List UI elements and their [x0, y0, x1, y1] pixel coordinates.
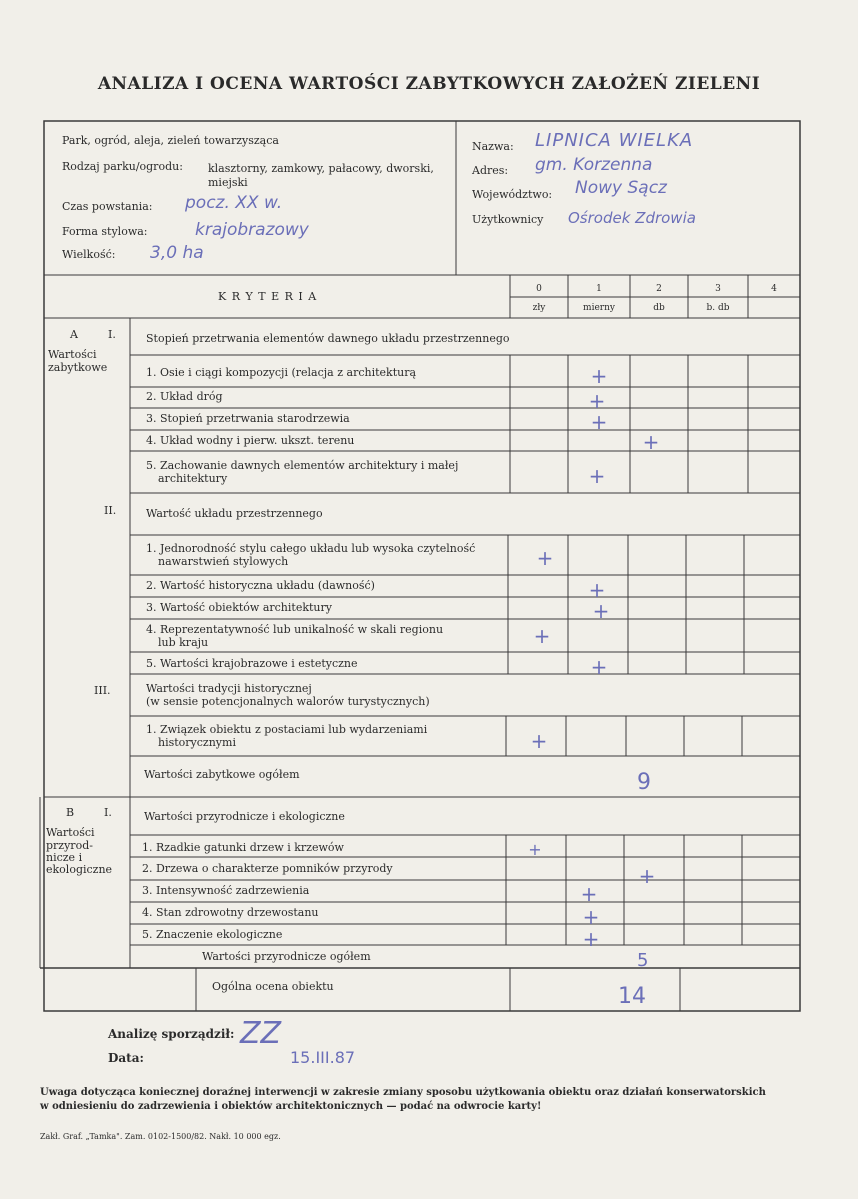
address-value: gm. Korzenna	[535, 155, 653, 175]
group-2-title: Wartość układu przestrzennego	[146, 507, 323, 520]
a2-row-1-mark: +	[536, 546, 554, 570]
overall-label: Ogólna ocena obiektu	[212, 980, 334, 993]
b-row-5: 5. Znaczenie ekologiczne	[142, 928, 283, 941]
section-a-group-1-numeral: I.	[108, 328, 116, 341]
section-a-group-2-numeral: II.	[104, 504, 117, 517]
note-line-2: w odniesieniu do zadrzewienia i obiektów architektonicznych — podać na odwrocie karty!	[40, 1101, 542, 1112]
section-a-group-3-numeral: III.	[94, 684, 111, 697]
name-label: Nazwa:	[472, 140, 514, 153]
a2-row-5: 5. Wartości krajobrazowe i estetyczne	[146, 657, 358, 670]
criteria-label: K R Y T E R I A	[218, 290, 318, 303]
a2-row-1-cont: nawarstwień stylowych	[158, 555, 289, 568]
a3-row-1: 1. Związek obiektu z postaciami lub wydarzeniami	[146, 723, 428, 736]
score-2: 2	[656, 284, 662, 294]
section-a-label-2: zabytkowe	[48, 361, 108, 374]
section-a-total-label: Wartości zabytkowe ogółem	[144, 768, 300, 781]
section-b-label-1: Wartości	[46, 826, 95, 839]
group-1-title: Stopień przetrwania elementów dawnego układu przestrzennego	[146, 332, 510, 345]
b-row-2: 2. Drzewa o charakterze pomników przyrody	[142, 862, 393, 875]
voivodeship-value: Nowy Sącz	[575, 178, 667, 198]
section-b-total-value: 5	[637, 950, 649, 971]
created-label: Czas powstania:	[62, 200, 153, 213]
kind-label: Rodzaj parku/ogrodu:	[62, 160, 183, 173]
a1-row-5: 5. Zachowanie dawnych elementów architektury i małej	[146, 459, 459, 472]
created-value: pocz. XX w.	[185, 193, 283, 213]
group-3-subtitle: (w sensie potencjonalnych walorów turystycznych)	[146, 695, 430, 708]
section-b-letter: B	[66, 806, 75, 819]
section-b-label-4: ekologiczne	[46, 863, 113, 876]
a1-row-1-mark: +	[590, 364, 608, 388]
a2-row-5-mark: +	[590, 655, 608, 679]
a2-row-2-mark: +	[588, 578, 606, 602]
a1-row-2-mark: +	[588, 389, 606, 413]
date-label: Data:	[108, 1051, 144, 1065]
b-row-3: 3. Intensywność zadrzewienia	[142, 884, 310, 897]
a1-row-5-cont: architektury	[158, 472, 228, 485]
score-0: 0	[536, 284, 542, 294]
kind-options-line2: miejski	[208, 176, 248, 189]
a2-row-2: 2. Wartość historyczna układu (dawność)	[146, 579, 375, 592]
a1-row-2: 2. Układ dróg	[146, 390, 223, 403]
b-row-5-mark: +	[582, 927, 600, 951]
a2-row-4-cont: lub kraju	[158, 636, 209, 649]
note-line-1: Uwaga dotycząca koniecznej doraźnej interwencji w zakresie zmiany sposobu użytkowania obiektu oraz działań konserwatorskich	[40, 1087, 766, 1098]
score-1: 1	[596, 284, 602, 294]
a3-row-1-mark: +	[530, 729, 548, 753]
a2-row-3-mark: +	[592, 599, 610, 623]
a2-row-4-mark: +	[533, 624, 551, 648]
size-label: Wielkość:	[62, 248, 116, 261]
park-type-line: Park, ogród, aleja, zieleń towarzysząca	[62, 134, 279, 147]
kind-options-line1: klasztorny, zamkowy, pałacowy, dworski,	[208, 162, 434, 175]
section-a-label-1: Wartości	[48, 348, 97, 361]
section-a-letter: A	[70, 328, 78, 341]
b-row-4: 4. Stan zdrowotny drzewostanu	[142, 906, 319, 919]
section-b-title: Wartości przyrodnicze i ekologiczne	[144, 810, 345, 823]
users-label: Użytkownicy	[472, 213, 544, 226]
b-row-4-mark: +	[582, 905, 600, 929]
users-value: Ośrodek Zdrowia	[568, 209, 696, 227]
section-b-label-3: nicze i	[46, 851, 83, 864]
score-label-1: mierny	[583, 303, 615, 313]
b-row-1-mark: +	[528, 840, 542, 859]
a1-row-4-mark: +	[642, 430, 660, 454]
a2-row-4: 4. Reprezentatywność lub unikalność w skali regionu	[146, 623, 444, 636]
name-value: LIPNICA WIELKA	[535, 130, 694, 151]
date-value: 15.III.87	[290, 1048, 356, 1067]
a1-row-3-mark: +	[590, 410, 608, 434]
section-b-total-label: Wartości przyrodnicze ogółem	[202, 950, 371, 963]
section-a-total-value: 9	[637, 770, 651, 795]
style-value: krajobrazowy	[195, 220, 309, 240]
section-b-numeral: I.	[104, 806, 112, 819]
a1-row-4: 4. Układ wodny i pierw. ukszt. terenu	[146, 434, 355, 447]
b-row-1: 1. Rzadkie gatunki drzew i krzewów	[142, 841, 344, 854]
a1-row-3: 3. Stopień przetrwania starodrzewia	[146, 412, 350, 425]
a1-row-5-mark: +	[588, 464, 606, 488]
form-title: ANALIZA I OCENA WARTOŚCI ZABYTKOWYCH ZAŁOŻEŃ ZIELENI	[97, 74, 761, 94]
score-3: 3	[715, 284, 721, 294]
printer-imprint: Zakł. Graf. „Tamka". Zam. 0102-1500/82. Nakł. 10 000 egz.	[40, 1132, 281, 1141]
voivodeship-label: Województwo:	[472, 188, 553, 201]
overall-value: 14	[618, 984, 646, 1009]
prepared-label: Analizę sporządził:	[108, 1027, 235, 1041]
a2-row-1: 1. Jednorodność stylu całego układu lub wysoka czytelność	[146, 542, 476, 555]
a1-row-1: 1. Osie i ciągi kompozycji (relacja z architekturą	[146, 366, 417, 379]
score-4: 4	[771, 284, 777, 294]
style-label: Forma stylowa:	[62, 225, 148, 238]
score-label-0: zły	[532, 303, 546, 313]
a3-row-1-cont: historycznymi	[158, 736, 236, 749]
group-3-title: Wartości tradycji historycznej	[146, 682, 312, 695]
score-label-3: b. db	[706, 303, 730, 313]
b-row-3-mark: +	[580, 882, 598, 906]
score-label-2: db	[653, 303, 665, 313]
size-value: 3,0 ha	[150, 243, 204, 263]
section-b-label-2: przyrod-	[46, 839, 93, 852]
b-row-2-mark: +	[638, 864, 656, 888]
a2-row-3: 3. Wartość obiektów architektury	[146, 601, 332, 614]
address-label: Adres:	[472, 164, 509, 177]
prepared-signature: ZZ	[240, 1016, 282, 1051]
